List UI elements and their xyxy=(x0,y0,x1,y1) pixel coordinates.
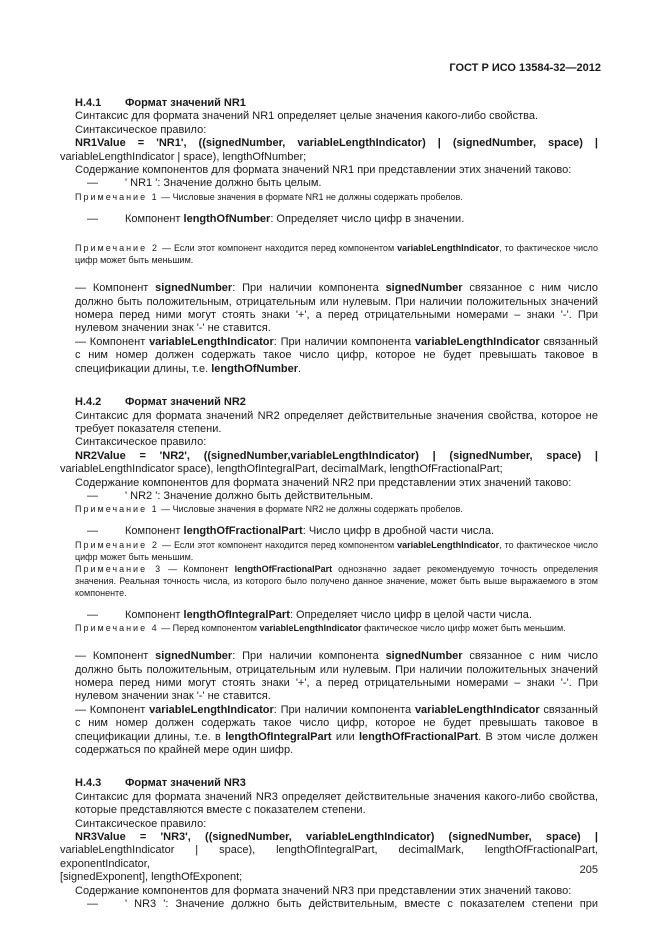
list-item: — Компонент lengthOfIntegralPart: Определяет число цифр в целой части числа. xyxy=(87,608,532,621)
note: Примечание 1 — Числовые значения в формате NR1 не должны содержать пробелов. xyxy=(75,191,463,202)
paragraph: Синтаксическое правило: xyxy=(75,817,207,830)
paragraph: Содержание компонентов для формата значений NR1 при представлении этих значений таково: xyxy=(75,164,572,177)
syntax-rule: variableLengthIndicator | space), lengthOfIntegralPart, decimalMark, lengthOfFractionalPart, exponentIndicator, xyxy=(60,844,598,870)
paragraph: — Компонент variableLengthIndicator: При наличии компонента variableLengthIndicator связанный с ним номер должен содержать такое число цифр, которое не будет превышать таковое в спецификации длины, т.е. в lengthOfIntegralPart или lengthOfFractionalPart. В этом числе должен содержаться по крайней мере один шифр. xyxy=(75,703,598,756)
standard-header: ГОСТ Р ИСО 13584-32—2012 xyxy=(449,62,601,74)
syntax-rule: NR3Value = 'NR3', ((signedNumber, variableLengthIndicator) (signedNumber, space) | xyxy=(75,831,598,844)
note: Примечание 4 — Перед компонентом variableLengthIndicator фактическое число цифр может быть меньшим. xyxy=(75,623,566,634)
list-item: — Компонент lengthOfNumber: Определяет число цифр в значении. xyxy=(87,212,465,225)
page-number: 205 xyxy=(579,864,598,876)
paragraph: Синтаксис для формата значений NR3 определяет действительные значения какого-либо свойства, которые представляются вместе с показателем степени. xyxy=(75,790,598,817)
syntax-rule: variableLengthIndicator space), lengthOfIntegralPart, decimalMark, lengthOfFractionalPart; xyxy=(60,463,503,476)
paragraph: Содержание компонентов для формата значений NR3 при представлении этих значений таково: xyxy=(75,884,572,897)
paragraph: — Компонент signedNumber: При наличии компонента signedNumber связанное с ним число должно быть положительным, отрицательным или нулевым. При наличии положительных значений номера перед ними могут стоять знаки '+', а перед отрицательными номерами – знаки '-'. При нулевом значении знак '-' не ставится. xyxy=(75,282,598,335)
list-item: — ' NR1 ': Значение должно быть целым. xyxy=(87,177,322,190)
note: Примечание 2 — Если этот компонент находится перед компонентом variableLengthIndicator, то фактическое число цифр может быть меньшим. xyxy=(75,243,598,266)
syntax-rule: [signedExponent], lengthOfExponent; xyxy=(60,871,243,884)
section-heading-h43: H.4.3 Формат значений NR3 xyxy=(75,777,246,790)
note: Примечание 1 — Числовые значения в формате NR2 не должны содержать пробелов. xyxy=(75,504,463,515)
section-heading-h42: H.4.2 Формат значений NR2 xyxy=(75,396,246,409)
list-item: — ' NR3 ': Значение должно быть действительным, вместе с показателем степени при xyxy=(87,898,598,911)
paragraph: — Компонент variableLengthIndicator: При наличии компонента variableLengthIndicator связанный с ним номер должен содержать такое число цифр, которое не будет превышать таковое в спецификации длины, т.е. lengthOfNumber. xyxy=(75,335,598,375)
syntax-rule: NR2Value = 'NR2', ((signedNumber,variableLengthIndicator) | (signedNumber, space) | xyxy=(75,449,598,462)
paragraph: Содержание компонентов для формата значений NR2 при представлении этих значений таково: xyxy=(75,476,572,489)
paragraph: — Компонент signedNumber: При наличии компонента signedNumber связанное с ним число должно быть положительным, отрицательным или нулевым. При наличии положительных значений номера перед ними могут стоять знаки '+', а перед отрицательными номерами – знаки '-'. При нулевом значении знак '-' не ставится. xyxy=(75,650,598,703)
paragraph: Синтаксис для формата значений NR2 определяет действительные значения свойства, которое не требует показателя степени. xyxy=(75,409,598,435)
paragraph: Синтаксическое правило: xyxy=(75,436,207,449)
paragraph: Синтаксическое правило: xyxy=(75,123,207,136)
page-content xyxy=(60,97,598,911)
paragraph: Синтаксис для формата значений NR1 определяет целые значения какого-либо свойства. xyxy=(75,110,539,123)
list-item: — Компонент lengthOfFractionalPart: Число цифр в дробной части числа. xyxy=(87,525,494,538)
syntax-rule: NR1Value = 'NR1', ((signedNumber, variableLengthIndicator) | (signedNumber, space) | xyxy=(75,137,598,150)
note: Примечание 3 — Компонент lengthOfFractionalPart однозначно задает рекомендуемую точность определения значения. Реальная точность числа, из которого было получено данное значение, может быть выше выражаемого в этом компоненте. xyxy=(75,563,598,598)
list-item: — ' NR2 ': Значение должно быть действительным. xyxy=(87,489,374,502)
syntax-rule: variableLengthIndicator | space), lengthOfNumber; xyxy=(60,150,307,163)
note: Примечание 2 — Если этот компонент находится перед компонентом variableLengthIndicator, то фактическое число цифр может быть меньшим. xyxy=(75,539,598,562)
section-heading-h41: H.4.1 Формат значений NR1 xyxy=(75,97,246,109)
